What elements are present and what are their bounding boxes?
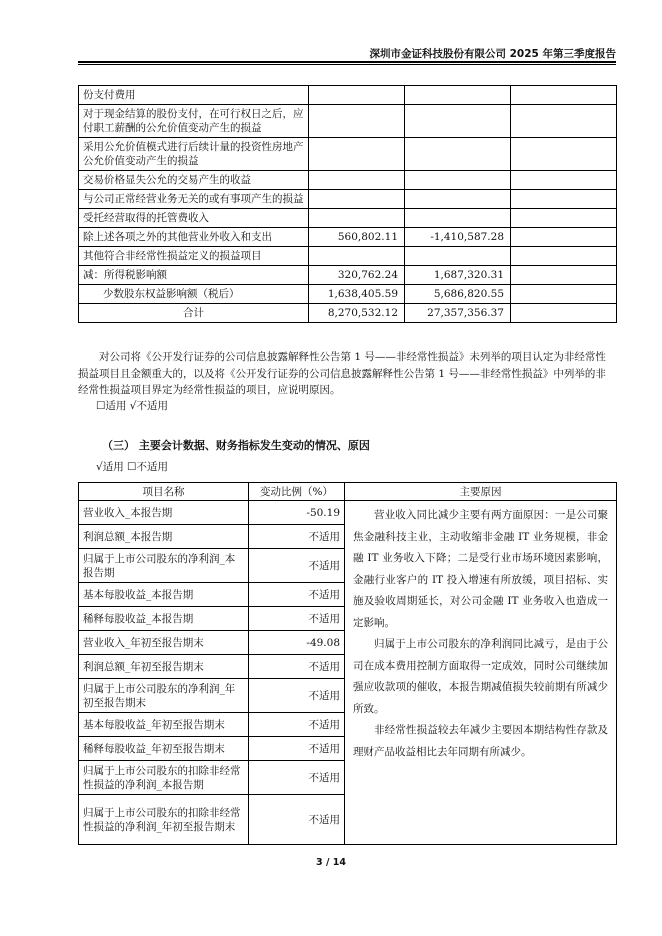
change-ratio: 不适用 [249, 795, 345, 845]
reason-paragraph: 非经常性损益较去年减少主要因本期结构性存款及理财产品收益相比去年同期有所减少。 [353, 724, 608, 758]
header-divider [78, 61, 616, 65]
indicator-change-table [78, 482, 617, 845]
total-label: 合计 [79, 304, 309, 323]
change-ratio: 不适用 [249, 679, 345, 713]
item-name: 营业收入_年初至报告期末 [79, 631, 249, 655]
cell-value [511, 209, 617, 228]
cell-value [511, 304, 617, 323]
column-header: 项目名称 [79, 483, 249, 501]
cell-value [511, 285, 617, 304]
row-label: 少数股东权益影响额（税后） [79, 285, 309, 304]
table-row-total [79, 304, 617, 323]
row-label: 受托经营取得的托管费收入 [79, 209, 309, 228]
reason-paragraph: 营业收入同比减少主要有两方面原因：一是公司聚焦金融科技主业，主动收缩非金融 IT 业务规模，非金融 IT 业务收入下降；二是受行业市场环境因素影响，金融行业客户的 IT 投入增速有所放缓，项目招标、实施及验收周期延长，对公司金融 IT 业务收入也造成一定影响。 [353, 509, 608, 629]
item-name: 基本每股收益_本报告期 [79, 583, 249, 607]
row-label: 除上述各项之外的其他营业外收入和支出 [79, 228, 309, 247]
item-name: 稀释每股收益_本报告期 [79, 607, 249, 631]
cell-value [405, 105, 511, 138]
table-row [79, 501, 617, 525]
change-ratio: 不适用 [249, 607, 345, 631]
cell-value [309, 247, 405, 266]
change-ratio: 不适用 [249, 655, 345, 679]
change-ratio: 不适用 [249, 761, 345, 795]
item-name: 利润总额_年初至报告期末 [79, 655, 249, 679]
row-label: 与公司正常经营业务无关的或有事项产生的损益 [79, 190, 309, 209]
table-row [79, 247, 617, 266]
row-label: 其他符合非经常性损益定义的损益项目 [79, 247, 309, 266]
row-label: 减：所得税影响额 [79, 266, 309, 285]
item-name: 基本每股收益_年初至报告期末 [79, 713, 249, 737]
cell-value [309, 209, 405, 228]
table-row [79, 86, 617, 105]
change-ratio: -49.08 [249, 631, 345, 655]
cell-value: 320,762.24 [309, 266, 405, 285]
cell-value [511, 247, 617, 266]
cell-value [511, 138, 617, 171]
item-name: 归属于上市公司股东的扣除非经常性损益的净利润_年初至报告期末 [79, 795, 249, 845]
page-number: 3 / 14 [316, 857, 346, 868]
cell-value [309, 171, 405, 190]
change-ratio: -50.19 [249, 501, 345, 525]
item-name: 归属于上市公司股东的扣除非经常性损益的净利润_本报告期 [79, 761, 249, 795]
cell-value: 1,638,405.59 [309, 285, 405, 304]
total-value: 8,270,532.12 [309, 304, 405, 323]
cell-value [405, 86, 511, 105]
item-name: 营业收入_本报告期 [79, 501, 249, 525]
column-header: 主要原因 [345, 483, 617, 501]
table-row [79, 266, 617, 285]
change-ratio: 不适用 [249, 737, 345, 761]
cell-value [511, 105, 617, 138]
column-header: 变动比例（%） [249, 483, 345, 501]
table-row [79, 190, 617, 209]
row-label: 交易价格显失公允的交易产生的收益 [79, 171, 309, 190]
main-reason [345, 501, 617, 845]
change-ratio: 不适用 [249, 713, 345, 737]
non-recurring-gains-table [78, 85, 617, 323]
section-title: （三） 主要会计数据、财务指标发生变动的情况、原因 [102, 439, 370, 452]
total-value: 27,357,356.37 [405, 304, 511, 323]
item-name: 归属于上市公司股东的净利润_本报告期 [79, 549, 249, 583]
table-row [79, 209, 617, 228]
table-row [79, 171, 617, 190]
applicability-checkbox: ☐适用 √不适用 [96, 400, 168, 412]
report-header: 深圳市金证科技股份有限公司 2025 年第三季度报告 [369, 48, 616, 60]
row-label: 采用公允价值模式进行后续计量的投资性房地产公允价值变动产生的损益 [79, 138, 309, 171]
item-name: 利润总额_本报告期 [79, 525, 249, 549]
cell-value [309, 138, 405, 171]
row-label: 对于现金结算的股份支付，在可行权日之后，应付职工薪酬的公允价值变动产生的损益 [79, 105, 309, 138]
cell-value: 1,687,320.31 [405, 266, 511, 285]
row-label: 份支付费用 [79, 86, 309, 105]
cell-value [309, 105, 405, 138]
change-ratio: 不适用 [249, 549, 345, 583]
change-ratio: 不适用 [249, 525, 345, 549]
section-applicability-checkbox: √适用 ☐不适用 [96, 461, 168, 473]
table-row [79, 228, 617, 247]
cell-value: 560,802.11 [309, 228, 405, 247]
cell-value [405, 171, 511, 190]
cell-value [511, 228, 617, 247]
item-name: 归属于上市公司股东的净利润_年初至报告期末 [79, 679, 249, 713]
cell-value [511, 266, 617, 285]
cell-value [309, 190, 405, 209]
cell-value [511, 171, 617, 190]
table-row [79, 138, 617, 171]
cell-value [405, 190, 511, 209]
cell-value [405, 138, 511, 171]
table-header-row [79, 483, 617, 501]
change-ratio: 不适用 [249, 583, 345, 607]
cell-value [309, 86, 405, 105]
cell-value: -1,410,587.28 [405, 228, 511, 247]
cell-value [405, 209, 511, 228]
table-row [79, 285, 617, 304]
item-name: 稀释每股收益_年初至报告期末 [79, 737, 249, 761]
table-row [79, 105, 617, 138]
cell-value [405, 247, 511, 266]
reason-paragraph: 归属于上市公司股东的净利润同比减亏，是由于公司在成本费用控制方面取得一定成效，同时公司继续加强应收款项的催收，本报告期减值损失较前期有所减少所致。 [353, 638, 608, 715]
cell-value [511, 190, 617, 209]
cell-value: 5,686,820.55 [405, 285, 511, 304]
cell-value [511, 86, 617, 105]
note-paragraph: 对公司将《公开发行证券的公司信息披露解释性公告第 1 号——非经常性损益》未列举的项目认定为非经常性损益项目且金额重大的，以及将《公开发行证券的公司信息披露解释性公告第 1 号——非经常性损益》中列举的非经常性损益项目界定为经常性损益的项目，应说明原因。 [78, 351, 606, 396]
